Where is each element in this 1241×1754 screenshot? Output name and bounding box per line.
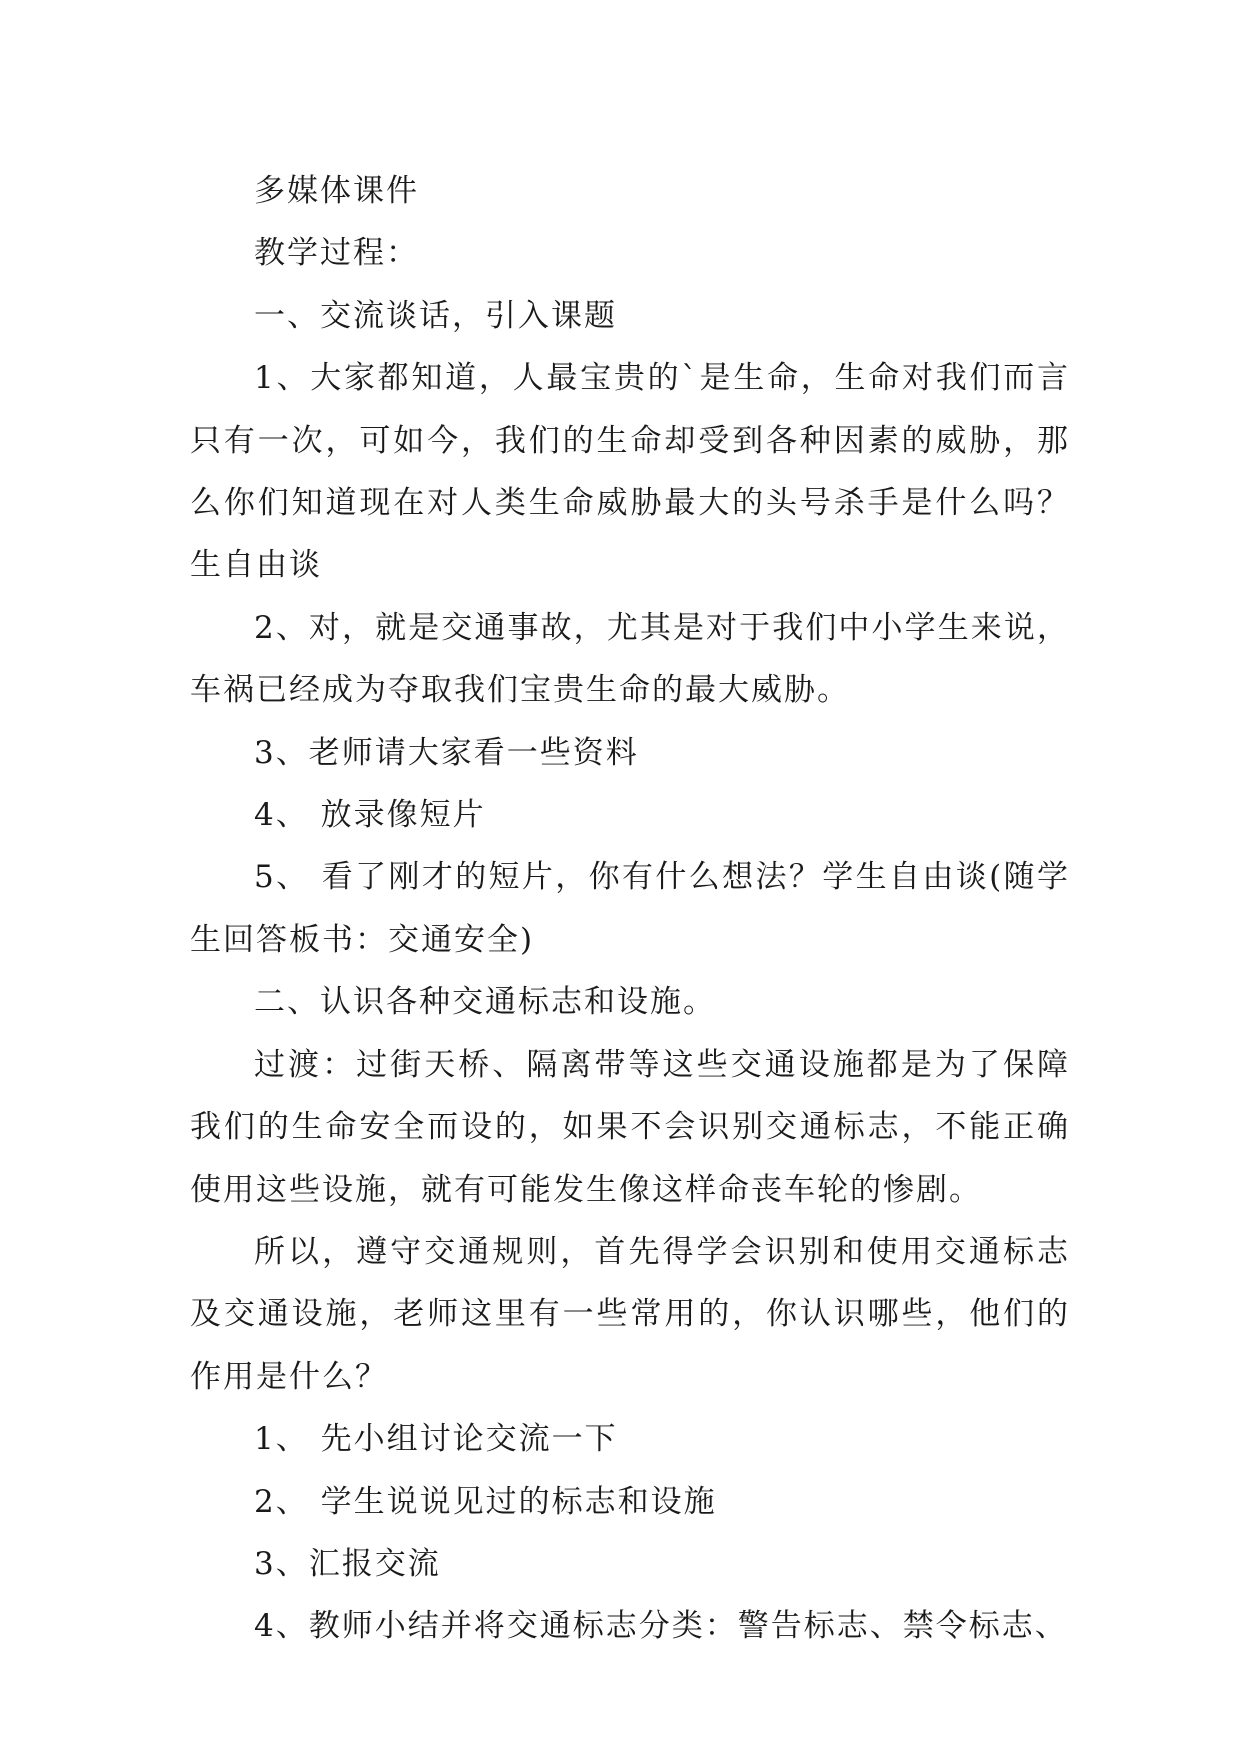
paragraph-step-2: 2、对，就是交通事故，尤其是对于我们中小学生来说，车祸已经成为夺取我们宝贵生命的最大威胁。 [190,609,1070,709]
paragraph-teaching-process: 教学过程： [254,235,419,272]
paragraph-transition: 过渡：过街天桥、隔离带等这些交通设施都是为了保障我们的生命安全而设的，如果不会识别交通标志，不能正确使用这些设施，就有可能发生像这样命丧车轮的惨剧。 [190,1046,1070,1208]
paragraph-step-5: 5、 看了刚才的短片，你有什么想法？学生自由谈(随学生回答板书：交通安全) [190,859,1070,958]
paragraph-materials: 多媒体课件 [254,173,419,209]
paragraph-step-4: 4、 放录像短片 [254,797,486,834]
paragraph-substep-1: 1、 先小组讨论交流一下 [254,1421,618,1458]
paragraph-step-3: 3、老师请大家看一些资料 [254,734,639,771]
heading-section-one: 一、交流谈话，引入课题 [254,297,617,334]
paragraph-therefore: 所以，遵守交通规则，首先得学会识别和使用交通标志及交通设施，老师这里有一些常用的，你认识哪些，他们的作用是什么？ [190,1233,1070,1395]
paragraph-substep-3: 3、汇报交流 [254,1545,441,1582]
paragraph-substep-4: 4、教师小结并将交通标志分类：警告标志、禁令标志、 [254,1608,1068,1645]
heading-section-two: 二、认识各种交通标志和设施。 [254,984,716,1021]
document-body [190,160,1070,1658]
paragraph-substep-2: 2、 学生说说见过的标志和设施 [254,1483,717,1520]
paragraph-step-1: 1、大家都知道，人最宝贵的`是生命，生命对我们而言只有一次，可如今，我们的生命却受到各种因素的威胁，那么你们知道现在对人类生命威胁最大的头号杀手是什么吗？生自由谈 [190,360,1070,584]
